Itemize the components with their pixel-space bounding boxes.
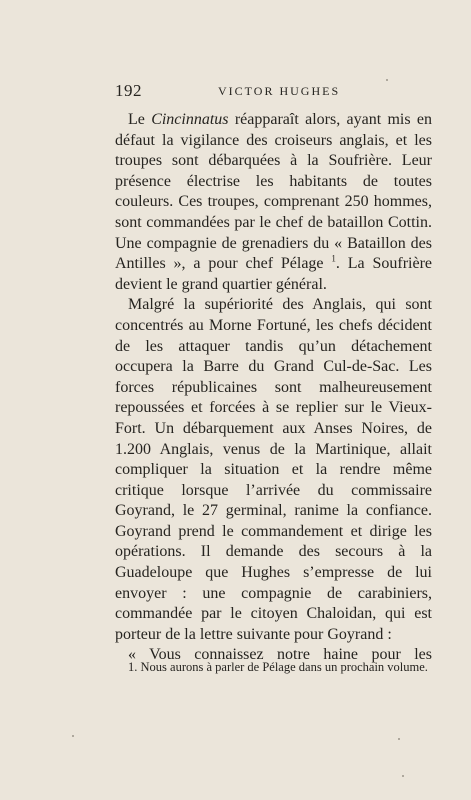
footnote-ref: 1 — [331, 253, 336, 264]
paper-speck — [398, 738, 400, 740]
paragraph-3: « Vous connaissez notre haine pour les — [128, 646, 432, 664]
paragraph-1: Le Cincinnatus réapparaît alors, ayant mis en défaut la vigilance des croiseurs anglais, et les troupes sont débarquées à la Soufrière. Leur présence électrise les habitants de toutes couleurs. Ces troupes, comprenant 250 hommes, sont commandées par le chef de bataillon Cottin. Une compagnie de grenadiers du « Bataillon des Antilles », a pour chef Pélage $^1$. La Soufrière devient le grand quartier général. — [115, 111, 433, 293]
running-head: VICTOR HUGHES — [218, 84, 341, 98]
paper-speck — [72, 735, 74, 737]
ship-name: Cincinnatus — [151, 111, 229, 128]
paragraph-2: Malgré la supériorité des Anglais, qui sont concentrés au Morne Fortuné, les chefs décident de les attaquer tandis qu’un détachement occupera la Barre du Grand Cul-de-Sac. Les forces républicaines sont malheureusement repoussées et forcées à se replier sur le Vieux-Fort. Un débarquement aux Anses Noires, de 1.200 Anglais, venus de la Martinique, allait compliquer la situation et la rendre même critique lorsque l’arrivée du commissaire Goyrand, le 27 germinal, ranime la confiance. Goyrand prend le commandement et dirige les opérations. Il demande des secours à la Guadeloupe que Hughes s’empresse de lui envoyer : une compagnie de carabiniers, commandée par le citoyen Chaloidan, qui est porteur de la lettre suivante pour Goyrand : — [115, 296, 432, 643]
paper-speck — [402, 775, 404, 777]
page-number: 192 — [115, 81, 142, 100]
paper-speck — [386, 79, 388, 81]
body-text — [115, 110, 432, 666]
footnote — [115, 658, 432, 676]
page-header — [115, 81, 433, 101]
footnote-text: 1. Nous aurons à parler de Pélage dans un prochain volume. — [128, 660, 428, 674]
